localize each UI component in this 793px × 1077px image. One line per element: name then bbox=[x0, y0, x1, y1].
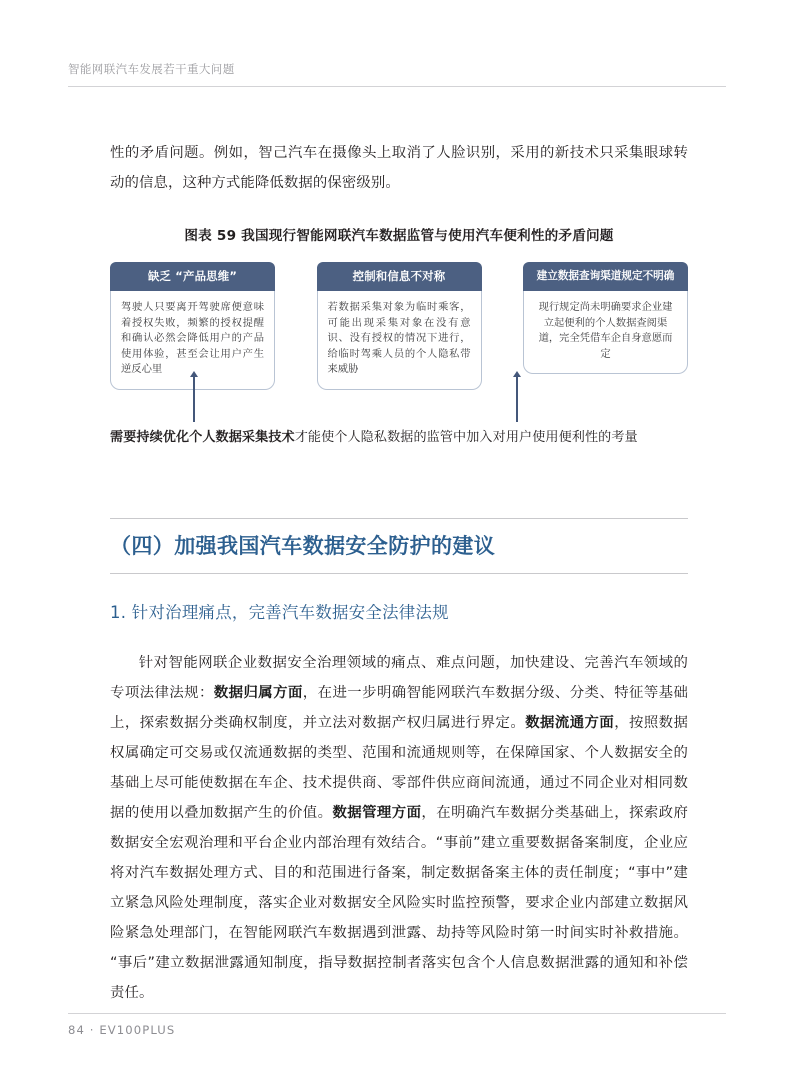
footer-separator: · bbox=[89, 1023, 95, 1037]
running-header bbox=[68, 60, 728, 87]
intro-paragraph: 性的矛盾问题。例如，智己汽车在摄像头上取消了人脸识别，采用的新技术只采集眼球转动的信息，这种方式能降低数据的保密级别。 bbox=[110, 145, 688, 191]
page-number: 84 bbox=[68, 1023, 85, 1037]
figure-box-3 bbox=[523, 262, 688, 374]
paragraph-run-6: ，在明确汽车数据分类基础上，探索政府数据安全宏观治理和平台企业内部治理有效结合。“事前”建立重要数据备案制度，企业应将对汽车数据处理方式、目的和范围进行备案，制定数据备案主体的责任制度；“事中”建立紧急风险处理制度，落实企业对数据安全风险实时监控预警，要求企业内部建立数据风险紧急处理部门，在智能网联汽车数据遇到泄露、劫持等风险时第一时间实时补救措施。“事后”建立数据泄露通知制度，指导数据控制者落实包含个人信息数据泄露的通知和补偿责任。 bbox=[110, 805, 688, 1001]
paragraph-run-5: 数据管理方面 bbox=[332, 805, 422, 821]
major-heading-block bbox=[110, 518, 688, 574]
figure-box-2-title: 控制和信息不对称 bbox=[317, 262, 482, 291]
footer-content bbox=[68, 1023, 726, 1037]
section-paragraph bbox=[110, 648, 688, 1008]
section-paragraph-block bbox=[110, 648, 688, 1008]
up-arrow-icon-left bbox=[193, 376, 195, 422]
paragraph-run-1: 数据归属方面 bbox=[213, 685, 303, 701]
running-header-title: 智能网联汽车发展若干重大问题 bbox=[68, 62, 235, 76]
content-column bbox=[110, 138, 688, 1008]
paragraph-run-2: ，在进一步明确智能网联汽车数据分级、分类、特征等基础上，探索数据分类确权制度，并立法对数据产权归属进行界定。 bbox=[110, 685, 689, 731]
figure-box-1-body: 驾驶人只要离开驾驶席便意味着授权失败，频繁的授权提醒和确认必然会降低用户的产品使用体验，甚至会让用户产生逆反心里 bbox=[110, 291, 275, 390]
figure-conclusion-rest: 才能使个人隐私数据的监管中加入对用户使用便利性的考量 bbox=[294, 430, 638, 445]
figure-conclusion-emphasis: 需要持续优化个人数据采集技术 bbox=[110, 430, 295, 445]
figure-diagram bbox=[110, 262, 688, 472]
up-arrow-icon-right bbox=[516, 376, 518, 422]
major-heading: （四）加强我国汽车数据安全防护的建议 bbox=[110, 534, 496, 558]
footer-divider bbox=[68, 1013, 726, 1014]
figure-box-2-body: 若数据采集对象为临时乘客，可能出现采集对象在没有意识、没有授权的情况下进行，给临时驾乘人员的个人隐私带来威胁 bbox=[317, 291, 482, 390]
page-footer bbox=[68, 1013, 726, 1037]
figure-box-1-title: 缺乏 “产品思维” bbox=[110, 262, 275, 291]
publisher-name: EV100PLUS bbox=[99, 1023, 176, 1037]
figure-box-3-title: 建立数据查询渠道规定不明确 bbox=[523, 262, 688, 291]
figure-conclusion bbox=[110, 428, 688, 448]
paragraph-run-3: 数据流通方面 bbox=[525, 715, 615, 731]
paragraph-run-4: ，按照数据权属确定可交易或仅流通数据的类型、范围和流通规则等，在保障国家、个人数据安全的基础上尽可能使数据在车企、技术提供商、零部件供应商间流通，通过不同企业对相同数据的使用以叠加数据产生的价值。 bbox=[110, 715, 688, 821]
figure-arrows bbox=[110, 370, 688, 422]
figure-box-3-body: 现行规定尚未明确要求企业建立起便利的个人数据查阅渠道，完全凭借车企自身意愿而定 bbox=[523, 291, 688, 374]
minor-heading: 1. 针对治理痛点，完善汽车数据安全法律法规 bbox=[110, 603, 449, 622]
header-divider bbox=[68, 86, 726, 87]
paragraph-run-0: 针对智能网联企业数据安全治理领域的痛点、难点问题，加快建设、完善汽车领域的专项法律法规： bbox=[110, 655, 688, 701]
figure-caption: 图表 59 我国现行智能网联汽车数据监管与使用汽车便利性的矛盾问题 bbox=[184, 228, 614, 244]
